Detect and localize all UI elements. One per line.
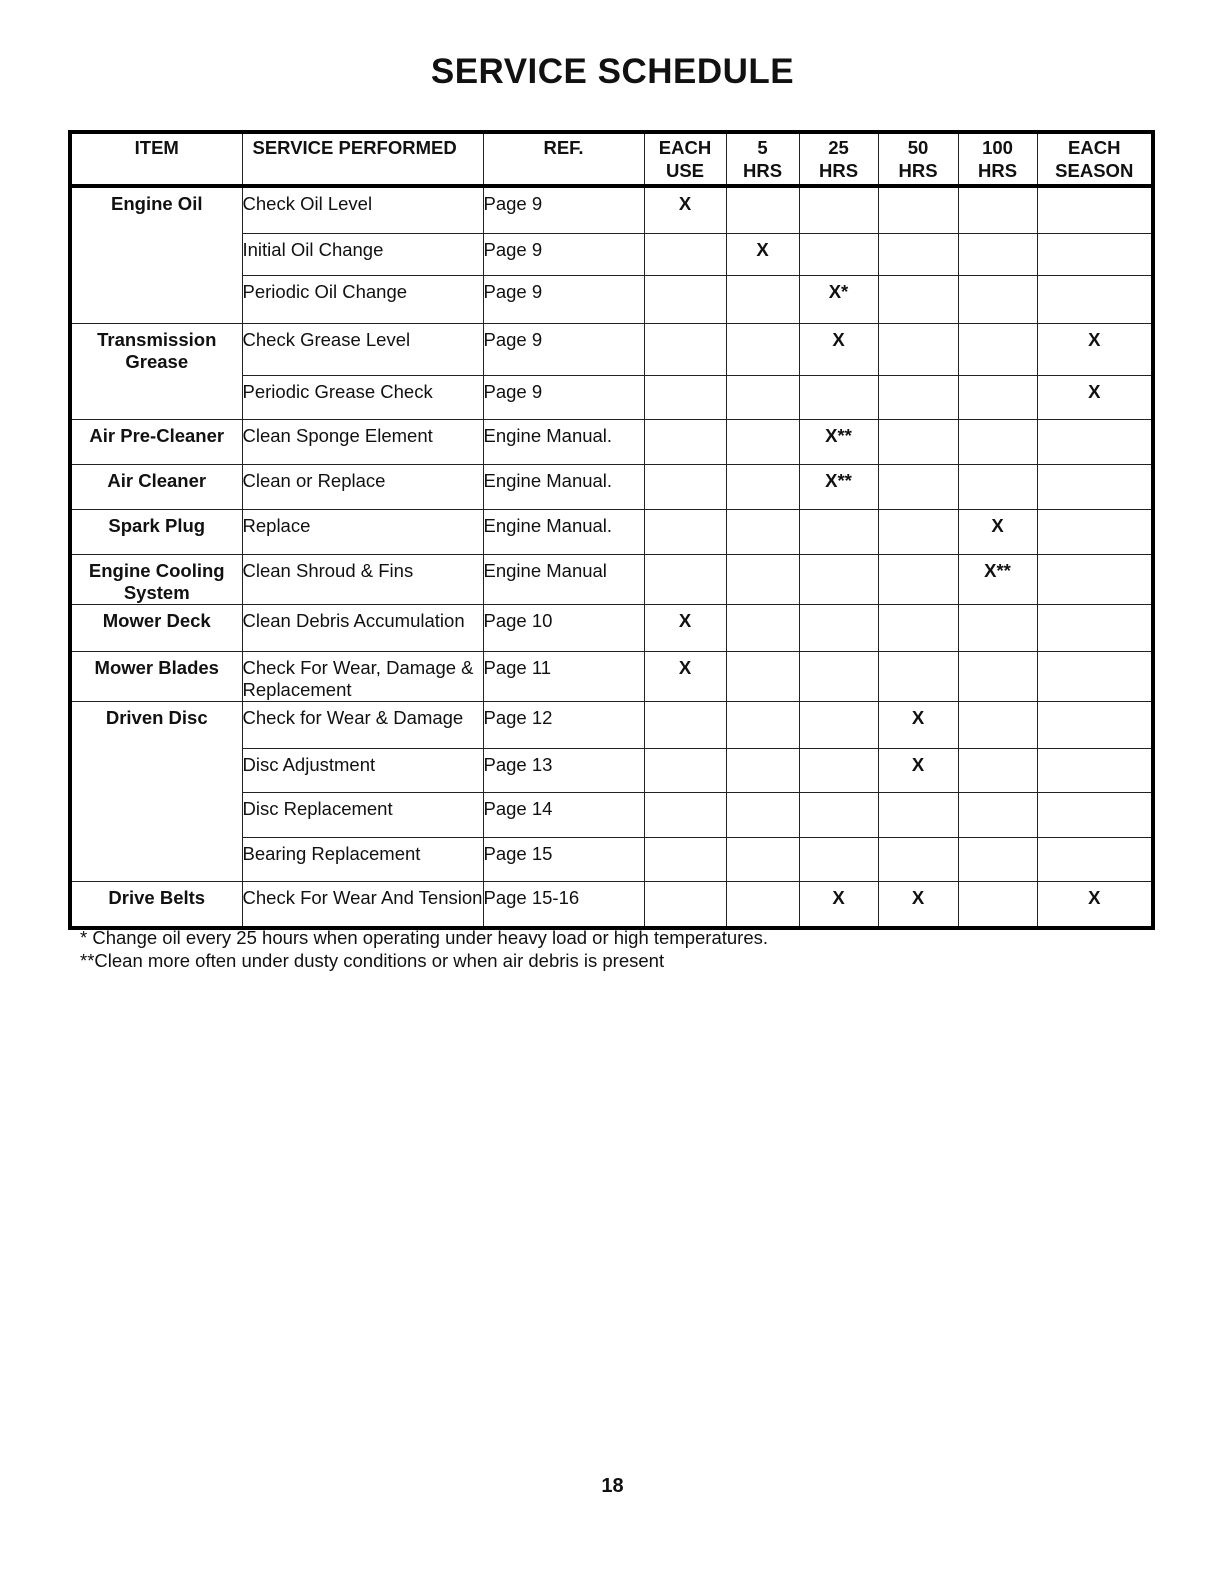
table-row [70, 651, 1153, 701]
mark-cell-50-hrs: X [878, 748, 958, 792]
mark-cell-100-hrs [958, 186, 1037, 233]
mark-cell-each-season: X [1037, 323, 1153, 375]
mark-cell-5-hrs [726, 651, 799, 701]
mark-cell-each-use [644, 748, 726, 792]
service-schedule-table [68, 130, 1155, 930]
mark-cell-each-use: X [644, 604, 726, 651]
mark-cell-each-use [644, 419, 726, 464]
mark-cell-5-hrs [726, 837, 799, 881]
mark-cell-50-hrs [878, 837, 958, 881]
mark-cell-100-hrs [958, 375, 1037, 419]
mark-cell-100-hrs [958, 419, 1037, 464]
table-row [70, 323, 1153, 375]
mark-cell-each-use: X [644, 651, 726, 701]
mark-cell-100-hrs [958, 651, 1037, 701]
mark-cell-each-season: X [1037, 375, 1153, 419]
mark-cell-each-use [644, 464, 726, 509]
footnote-oil: * Change oil every 25 hours when operating under heavy load or high temperatures. [80, 927, 769, 948]
mark-cell-25-hrs [799, 604, 878, 651]
item-cell: Engine Cooling System [70, 554, 242, 604]
service-cell: Disc Replacement [242, 792, 483, 837]
mark-cell-50-hrs [878, 604, 958, 651]
mark-cell-50-hrs [878, 792, 958, 837]
mark-cell-5-hrs [726, 701, 799, 748]
mark-cell-each-season [1037, 651, 1153, 701]
ref-cell: Page 9 [483, 375, 644, 419]
mark-cell-each-use: X [644, 186, 726, 233]
page-title: SERVICE SCHEDULE [430, 52, 795, 91]
mark-cell-50-hrs: X [878, 881, 958, 928]
ref-cell: Page 9 [483, 186, 644, 233]
header-each-use: EACH USE [644, 132, 726, 186]
ref-cell: Engine Manual. [483, 464, 644, 509]
service-cell: Initial Oil Change [242, 233, 483, 275]
ref-cell: Page 13 [483, 748, 644, 792]
header-25-hrs: 25 HRS [799, 132, 878, 186]
mark-cell-100-hrs [958, 604, 1037, 651]
item-cell: Transmission Grease [70, 323, 242, 419]
mark-cell-5-hrs [726, 275, 799, 323]
item-cell: Mower Deck [70, 604, 242, 651]
item-cell: Air Cleaner [70, 464, 242, 509]
mark-cell-each-season [1037, 554, 1153, 604]
table-row [70, 509, 1153, 554]
service-cell: Check For Wear And Tension [242, 881, 483, 928]
service-cell: Clean or Replace [242, 464, 483, 509]
ref-cell: Page 9 [483, 275, 644, 323]
table-row [70, 419, 1153, 464]
mark-cell-100-hrs: X** [958, 554, 1037, 604]
header-each-season: EACH SEASON [1037, 132, 1153, 186]
service-cell: Check Grease Level [242, 323, 483, 375]
mark-cell-5-hrs [726, 419, 799, 464]
header-service-performed: SERVICE PERFORMED [242, 132, 483, 186]
mark-cell-each-use [644, 375, 726, 419]
ref-cell: Page 9 [483, 233, 644, 275]
table-row [70, 464, 1153, 509]
header-item: ITEM [70, 132, 242, 186]
mark-cell-25-hrs: X [799, 323, 878, 375]
mark-cell-each-use [644, 275, 726, 323]
mark-cell-5-hrs [726, 748, 799, 792]
item-cell: Drive Belts [70, 881, 242, 928]
mark-cell-each-use [644, 554, 726, 604]
mark-cell-25-hrs: X** [799, 419, 878, 464]
service-cell: Periodic Grease Check [242, 375, 483, 419]
header-100-hrs: 100 HRS [958, 132, 1037, 186]
mark-cell-25-hrs [799, 651, 878, 701]
mark-cell-each-season [1037, 701, 1153, 748]
mark-cell-50-hrs [878, 186, 958, 233]
ref-cell: Page 15-16 [483, 881, 644, 928]
mark-cell-25-hrs [799, 186, 878, 233]
ref-cell: Page 11 [483, 651, 644, 701]
mark-cell-5-hrs [726, 881, 799, 928]
mark-cell-50-hrs [878, 554, 958, 604]
mark-cell-5-hrs [726, 792, 799, 837]
mark-cell-each-use [644, 233, 726, 275]
service-cell: Clean Sponge Element [242, 419, 483, 464]
mark-cell-5-hrs [726, 604, 799, 651]
mark-cell-5-hrs [726, 375, 799, 419]
table-row [70, 701, 1153, 748]
mark-cell-50-hrs [878, 233, 958, 275]
mark-cell-each-season [1037, 748, 1153, 792]
mark-cell-100-hrs [958, 275, 1037, 323]
mark-cell-5-hrs [726, 186, 799, 233]
mark-cell-25-hrs [799, 837, 878, 881]
ref-cell: Engine Manual. [483, 419, 644, 464]
mark-cell-50-hrs [878, 275, 958, 323]
mark-cell-each-use [644, 701, 726, 748]
mark-cell-each-season [1037, 837, 1153, 881]
mark-cell-each-season [1037, 419, 1153, 464]
item-cell: Spark Plug [70, 509, 242, 554]
item-cell: Mower Blades [70, 651, 242, 701]
mark-cell-50-hrs [878, 651, 958, 701]
service-cell: Check For Wear, Damage & Replacement [242, 651, 483, 701]
mark-cell-25-hrs [799, 375, 878, 419]
mark-cell-100-hrs [958, 701, 1037, 748]
mark-cell-25-hrs [799, 748, 878, 792]
mark-cell-50-hrs [878, 323, 958, 375]
mark-cell-each-use [644, 881, 726, 928]
mark-cell-each-season [1037, 792, 1153, 837]
service-cell: Periodic Oil Change [242, 275, 483, 323]
mark-cell-each-season [1037, 604, 1153, 651]
table-header-row [70, 132, 1153, 186]
table-body [70, 186, 1153, 928]
mark-cell-25-hrs [799, 792, 878, 837]
ref-cell: Engine Manual [483, 554, 644, 604]
service-cell: Clean Debris Accumulation [242, 604, 483, 651]
mark-cell-100-hrs [958, 881, 1037, 928]
mark-cell-50-hrs [878, 464, 958, 509]
mark-cell-5-hrs [726, 554, 799, 604]
mark-cell-100-hrs [958, 748, 1037, 792]
mark-cell-25-hrs [799, 554, 878, 604]
table-row [70, 604, 1153, 651]
mark-cell-25-hrs [799, 509, 878, 554]
item-cell: Driven Disc [70, 701, 242, 881]
header-50-hrs: 50 HRS [878, 132, 958, 186]
mark-cell-100-hrs [958, 233, 1037, 275]
footnote-dust: **Clean more often under dusty conditions or when air debris is present [80, 950, 665, 971]
mark-cell-5-hrs [726, 509, 799, 554]
mark-cell-25-hrs [799, 233, 878, 275]
ref-cell: Page 12 [483, 701, 644, 748]
mark-cell-each-use [644, 792, 726, 837]
mark-cell-100-hrs [958, 464, 1037, 509]
header-ref: REF. [483, 132, 644, 186]
mark-cell-50-hrs [878, 419, 958, 464]
mark-cell-5-hrs [726, 323, 799, 375]
mark-cell-each-season [1037, 275, 1153, 323]
mark-cell-each-season [1037, 233, 1153, 275]
mark-cell-100-hrs [958, 837, 1037, 881]
item-cell: Engine Oil [70, 186, 242, 323]
service-cell: Bearing Replacement [242, 837, 483, 881]
mark-cell-25-hrs: X [799, 881, 878, 928]
footnotes [80, 926, 768, 972]
mark-cell-100-hrs [958, 323, 1037, 375]
mark-cell-100-hrs: X [958, 509, 1037, 554]
mark-cell-50-hrs [878, 375, 958, 419]
mark-cell-50-hrs: X [878, 701, 958, 748]
ref-cell: Page 15 [483, 837, 644, 881]
ref-cell: Page 9 [483, 323, 644, 375]
page-number: 18 [601, 1475, 624, 1497]
mark-cell-each-season: X [1037, 881, 1153, 928]
table-row [70, 554, 1153, 604]
table-row [70, 186, 1153, 233]
mark-cell-25-hrs [799, 701, 878, 748]
mark-cell-each-season [1037, 509, 1153, 554]
mark-cell-each-season [1037, 186, 1153, 233]
item-cell: Air Pre-Cleaner [70, 419, 242, 464]
ref-cell: Page 14 [483, 792, 644, 837]
service-cell: Disc Adjustment [242, 748, 483, 792]
mark-cell-each-use [644, 323, 726, 375]
service-cell: Clean Shroud & Fins [242, 554, 483, 604]
mark-cell-5-hrs [726, 464, 799, 509]
mark-cell-each-season [1037, 464, 1153, 509]
mark-cell-each-use [644, 509, 726, 554]
service-cell: Check Oil Level [242, 186, 483, 233]
mark-cell-100-hrs [958, 792, 1037, 837]
mark-cell-25-hrs: X** [799, 464, 878, 509]
mark-cell-50-hrs [878, 509, 958, 554]
mark-cell-5-hrs: X [726, 233, 799, 275]
ref-cell: Engine Manual. [483, 509, 644, 554]
table-row [70, 881, 1153, 928]
mark-cell-each-use [644, 837, 726, 881]
ref-cell: Page 10 [483, 604, 644, 651]
mark-cell-25-hrs: X* [799, 275, 878, 323]
service-cell: Check for Wear & Damage [242, 701, 483, 748]
header-5-hrs: 5 HRS [726, 132, 799, 186]
service-cell: Replace [242, 509, 483, 554]
